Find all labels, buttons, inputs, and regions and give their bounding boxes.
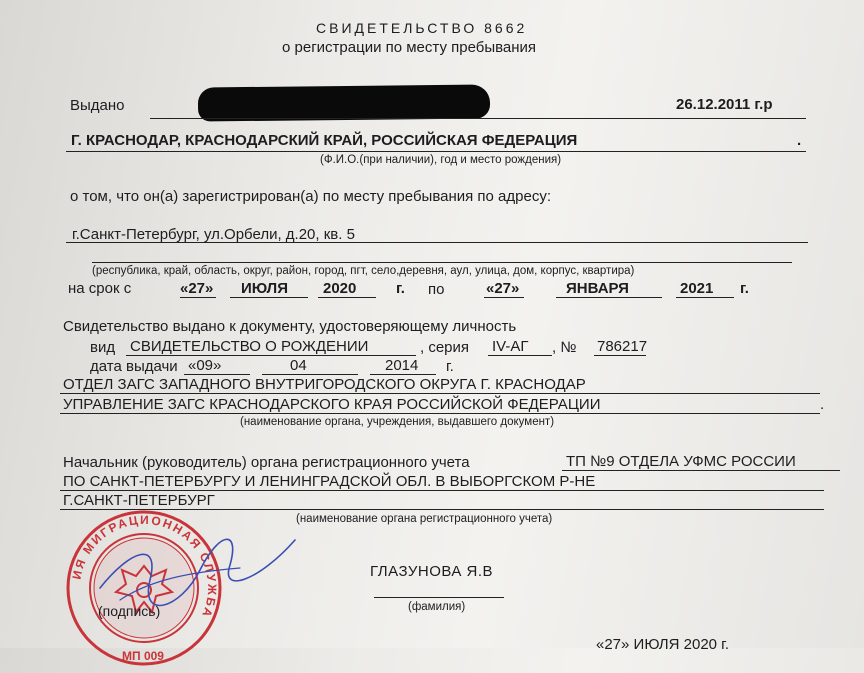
authority-line-1: ТП №9 ОТДЕЛА УФМС РОССИИ: [566, 453, 796, 470]
document-number: 786217: [597, 338, 648, 355]
authority-caption: (наименование органа регистрационного учета): [296, 513, 553, 525]
period-to-day: «27»: [486, 280, 520, 297]
period-label: на срок с: [68, 280, 132, 297]
signer-name: ГЛАЗУНОВА Я.В: [370, 563, 494, 580]
document-kind-underline: [126, 355, 416, 356]
issuer-line-2: УПРАВЛЕНИЕ ЗАГС КРАСНОДАРСКОГО КРАЯ РОССИЙСКОЙ ФЕДЕРАЦИИ: [63, 396, 601, 413]
issue-year-suffix: г.: [446, 358, 454, 375]
address-underline: [66, 242, 808, 243]
period-to-label: по: [428, 281, 445, 298]
number-underline: [594, 355, 646, 356]
issuer-line-1: ОТДЕЛ ЗАГС ЗАПАДНОГО ВНУТРИГОРОДСКОГО ОКРУГА Г. КРАСНОДАР: [63, 376, 586, 393]
period-from-year: 2020: [323, 280, 357, 297]
issue-month: 04: [290, 357, 307, 374]
to-year-underline: [676, 297, 734, 298]
issue-year: 2014: [385, 357, 419, 374]
birth-date: 26.12.2011 г.р: [676, 96, 773, 113]
number-label: , №: [552, 339, 577, 356]
issue-year-underline: [370, 374, 436, 375]
period-from-month: ИЮЛЯ: [241, 280, 288, 297]
name-caption: (Ф.И.О.(при наличии), год и место рождения): [320, 154, 562, 166]
issue-date-label: дата выдачи: [90, 358, 178, 375]
from-month-underline: [230, 297, 308, 298]
document-kind: СВИДЕТЕЛЬСТВО О РОЖДЕНИИ: [130, 338, 369, 355]
certificate-subtitle: о регистрации по месту пребывания: [282, 39, 537, 56]
name-underline: [150, 118, 806, 119]
signature-date: «27» ИЮЛЯ 2020 г.: [596, 636, 729, 653]
issuer-caption: (наименование органа, учреждения, выдавшего документ): [240, 416, 555, 428]
issue-day: «09»: [188, 357, 222, 374]
document-statement: Свидетельство выдано к документу, удостоверяющему личность: [63, 318, 517, 335]
name-redaction: [198, 84, 490, 121]
birth-place-underline: [66, 151, 806, 152]
birth-place: Г. КРАСНОДАР, КРАСНОДАРСКИЙ КРАЙ, РОССИЙСКАЯ ФЕДЕРАЦИЯ: [71, 132, 578, 149]
registration-statement: о том, что он(а) зарегистрирован(а) по месту пребывания по адресу:: [70, 188, 551, 205]
birth-place-end: .: [797, 132, 802, 149]
address: г.Санкт-Петербург, ул.Орбели, д.20, кв. 5: [72, 226, 355, 243]
authority-line-1-underline: [562, 470, 840, 471]
document-kind-label: вид: [90, 339, 116, 356]
document-series: IV-АГ: [492, 338, 529, 355]
issuer-line-2-underline: [60, 413, 820, 414]
authority-line-3: Г.САНКТ-ПЕТЕРБУРГ: [63, 492, 215, 509]
name-caption-2: (фамилия): [408, 601, 466, 613]
certificate-title: СВИДЕТЕЛЬСТВО 8662: [316, 20, 528, 36]
sign-caption: (подпись): [98, 603, 161, 619]
period-to-year: 2021: [680, 280, 714, 297]
period-to-year-suffix: г.: [740, 280, 749, 297]
to-month-underline: [556, 297, 662, 298]
issued-label: Выдано: [70, 97, 125, 114]
authority-line-2-underline: [60, 490, 824, 491]
from-year-underline: [318, 297, 376, 298]
series-label: , серия: [420, 339, 470, 356]
issuer-end: .: [820, 396, 825, 413]
address-underline-2: [92, 262, 792, 263]
period-to-month: ЯНВАРЯ: [566, 280, 629, 297]
authority-label: Начальник (руководитель) органа регистрационного учета: [63, 454, 470, 471]
seal-bottom-text: МП 009: [122, 649, 164, 663]
issue-day-underline: [184, 374, 250, 375]
series-underline: [488, 355, 552, 356]
from-day-underline: [180, 297, 216, 298]
issue-month-underline: [262, 374, 358, 375]
period-from-day: «27»: [180, 280, 214, 297]
issuer-line-1-underline: [60, 393, 820, 394]
to-day-underline: [484, 297, 524, 298]
address-caption: (республика, край, область, округ, район, город, пгт, село,деревня, аул, улица, дом, корпус, квартира): [92, 265, 635, 277]
authority-line-2: ПО САНКТ-ПЕТЕРБУРГУ И ЛЕНИНГРАДСКОЙ ОБЛ. В ВЫБОРГСКОМ Р-НЕ: [63, 473, 596, 490]
seal-ring-text: ИЯ МИГРАЦИОННАЯ СЛУЖБА: [69, 512, 220, 621]
period-from-year-suffix: г.: [396, 280, 405, 297]
signer-underline: [374, 597, 504, 598]
